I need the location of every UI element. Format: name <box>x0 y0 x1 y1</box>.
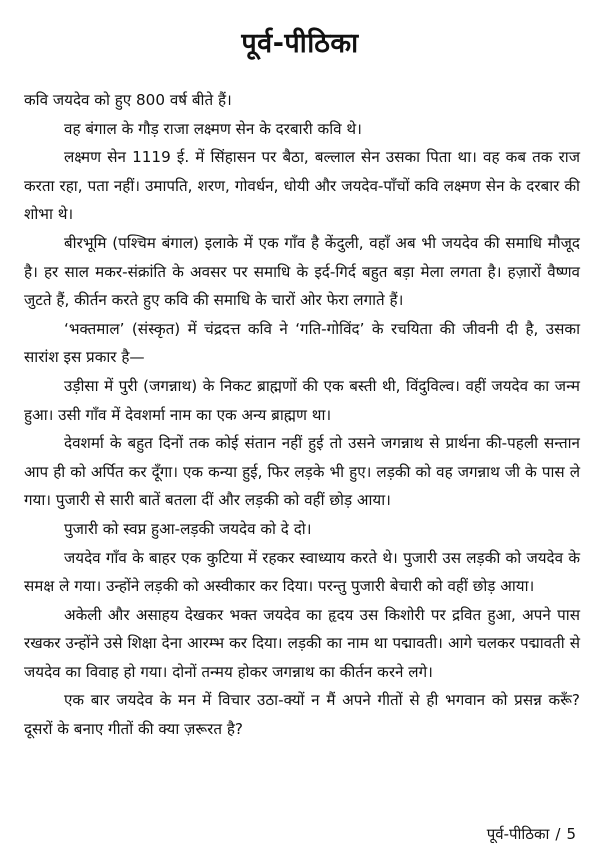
paragraph: वह बंगाल के गौड़ राजा लक्ष्मण सेन के दरबारी कवि थे। <box>64 119 362 138</box>
paragraph: कवि जयदेव को हुए 800 वर्ष बीते हैं। <box>24 91 232 109</box>
paragraph: जयदेव गाँव के बाहर एक कुटिया में रहकर स्वाध्याय करते थे। पुजारी उस लड़की को जयदेव के समक्ष ले गया। उन्होंने लड़की को अस्वीकार कर दिया। परन्तु पुजारी बेचारी को वहीं छोड़ आया। <box>24 548 580 596</box>
paragraph: देवशर्मा के बहुत दिनों तक कोई संतान नहीं हुई तो उसने जगन्नाथ से प्रार्थना की-पहली सन्तान आप ही को अर्पित कर दूँगा। एक कन्या हुई, फिर लड़के भी हुए। लड़की को वह जगन्नाथ जी के पास ले गया। पुजारी से सारी बातें बतला दीं और लड़की को वहीं छोड़ आया। <box>24 434 580 510</box>
page-footer <box>487 822 576 846</box>
chapter-body <box>24 86 580 744</box>
paragraph: अकेली और असाहय देखकर भक्त जयदेव का हृदय उस किशोरी पर द्रवित हुआ, अपने पास रखकर उन्होंने उसे शिक्षा देना आरम्भ कर दिया। लड़की का नाम था पद्मावती। आगे चलकर पद्मावती से जयदेव का विवाह हो गया। दोनों तन्मय होकर जगन्नाथ का कीर्तन करने लगे। <box>24 605 580 681</box>
page-number: 5 <box>566 825 576 843</box>
paragraph: पुजारी को स्वप्न हुआ-लड़की जयदेव को दे दो। <box>64 519 312 538</box>
paragraph: एक बार जयदेव के मन में विचार उठा-क्यों न मैं अपने गीतों से ही भगवान को प्रसन्न करूँ? दूसरों के बनाए गीतों की क्या ज़रूरत है? <box>24 691 580 739</box>
paragraph: ‘भक्तमाल’ (संस्कृत) में चंद्रदत्त कवि ने ‘गति-गोविंद’ के रचयिता की जीवनी दी है, उसका सारांश इस प्रकार है— <box>24 319 580 367</box>
paragraph: उड़ीसा में पुरी (जगन्नाथ) के निकट ब्राह्मणों की एक बस्ती थी, विंदुविल्व। वहीं जयदेव का जन्म हुआ। उसी गाँव में देवशर्मा नाम का एक अन्य ब्राह्मण था। <box>24 376 580 424</box>
footer-separator: / <box>555 825 561 843</box>
paragraph: बीरभूमि (पश्चिम बंगाल) इलाके में एक गाँव है केंदुली, वहाँ अब भी जयदेव की समाधि मौजूद है। हर साल मकर-संक्रांति के अवसर पर समाधि के इर्द-गिर्द बहुत बड़ा मेला लगता है। हज़ारों वैष्णव जुटते हैं, कीर्तन करते हुए कवि की समाधि के चारों ओर फेरा लगाते हैं। <box>24 233 580 310</box>
paragraph: लक्ष्मण सेन 1119 ई. में सिंहासन पर बैठा, बल्लाल सेन उसका पिता था। वह कब तक राज करता रहा, पता नहीं। उमापति, शरण, गोवर्धन, धोयी और जयदेव-पाँचों कवि लक्ष्मण सेन के दरबार की शोभा थे। <box>24 148 580 224</box>
chapter-title: पूर्व-पीठिका <box>241 28 359 59</box>
running-title: पूर्व-पीठिका <box>486 825 550 843</box>
